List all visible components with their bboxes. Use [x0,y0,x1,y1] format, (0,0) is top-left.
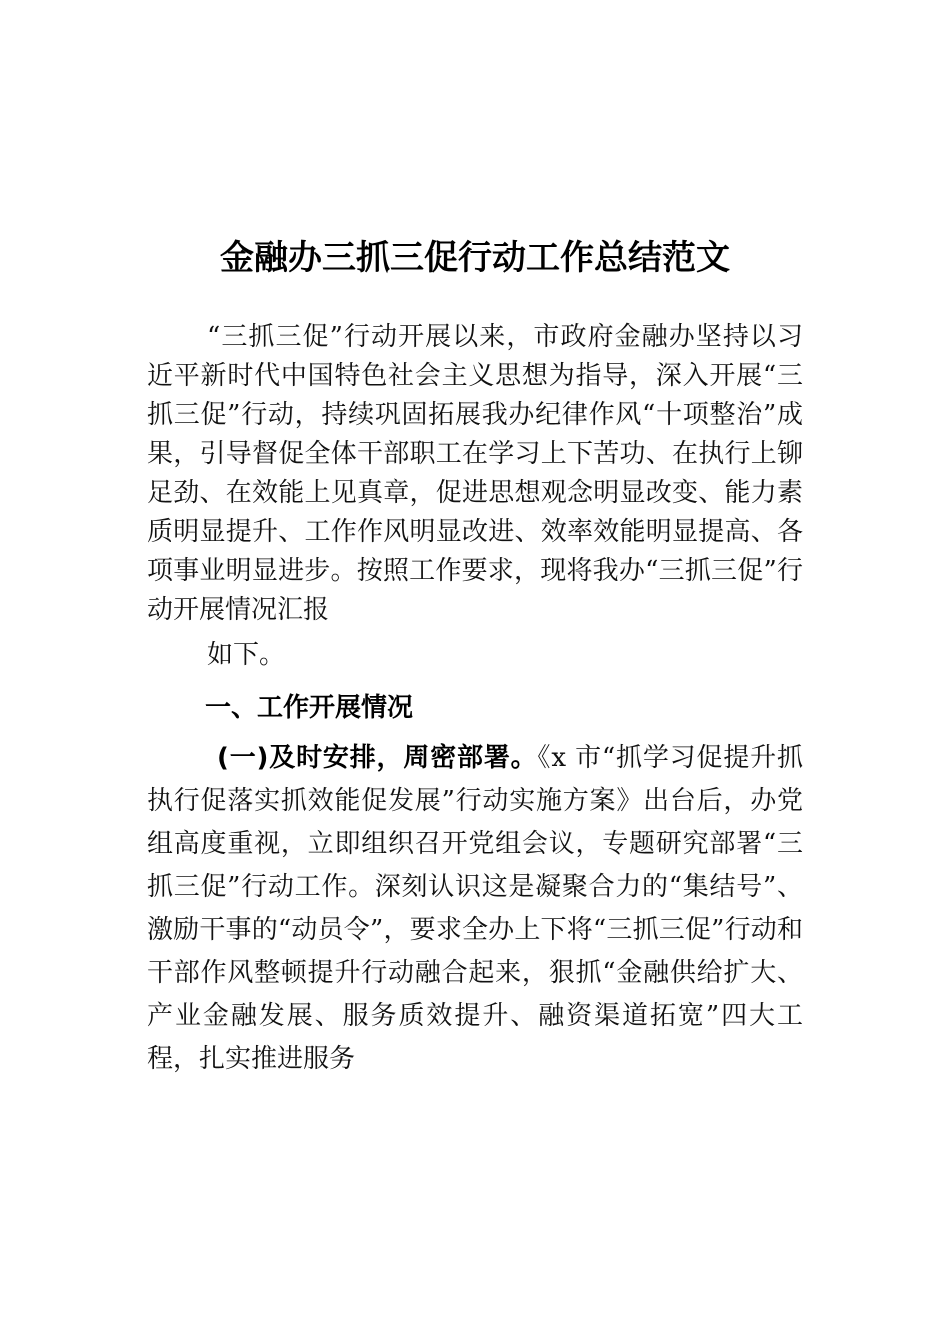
subsection-lead: (一)及时安排，周密部署。 [217,743,538,773]
subsection-body: 《x 市“抓学习促提升抓执行促落实抓效能促发展”行动实施方案》出台后，办党组高度重视，立即组织召开党组会议，专题研究部署“三抓三促”行动工作。深刻认识这是凝聚合力的“集结号”、激励干事的“动员令”，要求全办上下将“三抓三促”行动和干部作风整顿提升行动融合起来，狠抓“金融供给扩大、产业金融发展、服务质效提升、融资渠道拓宽”四大工程，扎实推进服务 [147,743,803,1074]
subsection-paragraph [147,737,803,1081]
document-title: 金融办三抓三促行动工作总结范文 [220,238,730,278]
section-heading: 一、工作开展情况 [205,693,414,723]
intro-paragraph [147,318,803,675]
intro-paragraph-last-line: 如下。 [207,640,286,670]
intro-paragraph-body: “三抓三促”行动开展以来，市政府金融办坚持以习近平新时代中国特色社会主义思想为指导，深入开展“三抓三促”行动，持续巩固拓展我办纪律作风“十项整治”成果，引导督促全体干部职工在学习上下苦功、在执行上铆足劲、在效能上见真章，促进思想观念明显改变、能力素质明显提升、工作作风明显改进、效率效能明显提高、各项事业明显进步。按照工作要求，现将我办“三抓三促”行动开展情况汇报 [147,322,803,625]
